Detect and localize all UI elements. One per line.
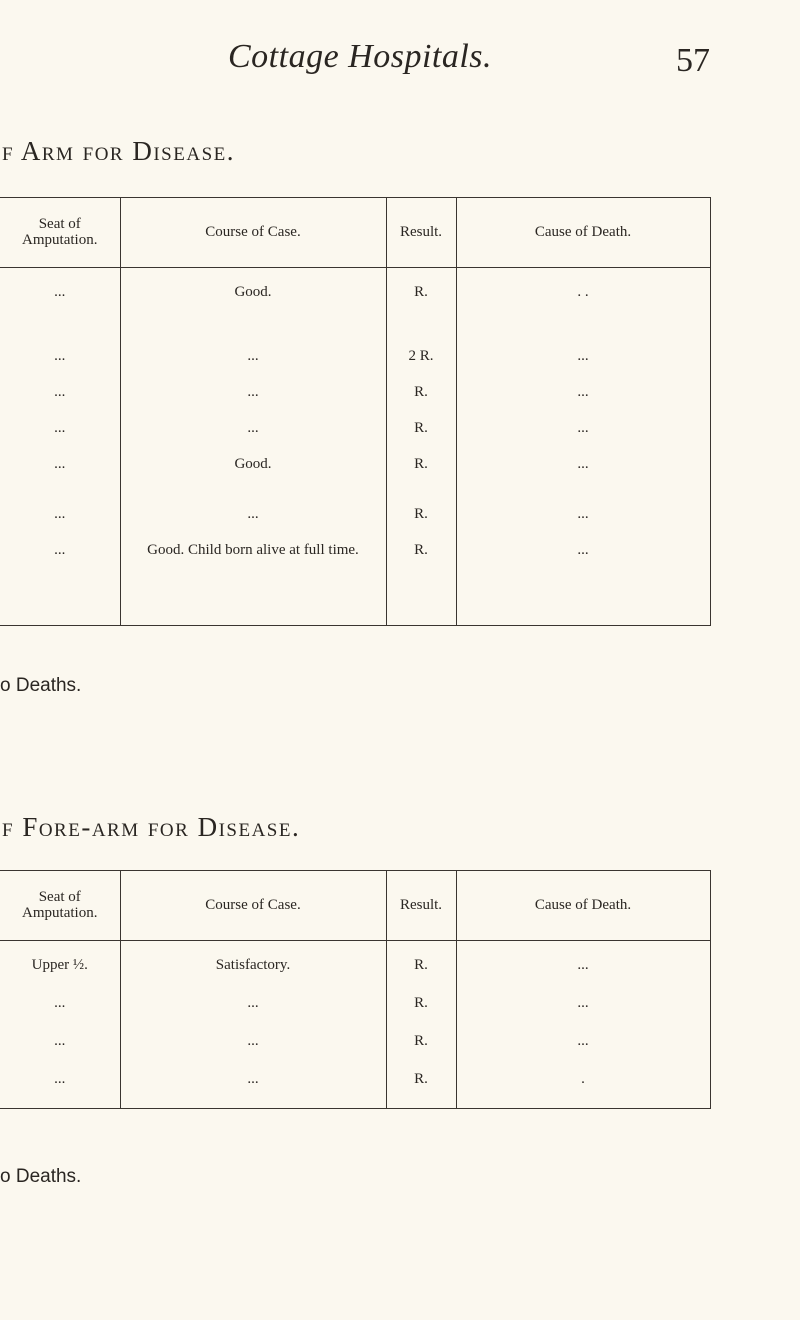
column-header-result: Result. — [386, 198, 456, 268]
cell-course: Satisfactory. — [120, 941, 386, 995]
cell-result: R. — [386, 506, 456, 542]
forearm-section-heading: f Fore-arm for Disease. — [2, 812, 301, 842]
cell-result: R. — [386, 995, 456, 1033]
cell-result: R. — [386, 941, 456, 995]
table-row — [0, 506, 710, 542]
cell-result: R. — [386, 384, 456, 420]
cell-course: ... — [120, 420, 386, 456]
column-header-cause: Cause of Death. — [456, 198, 710, 268]
cell-seat: ... — [54, 383, 66, 400]
cell-course: ... — [120, 384, 386, 420]
cell-result: 2 R. — [386, 348, 456, 384]
cell-seat: ... — [54, 347, 66, 364]
column-header-seat: Seat of Amputation. — [0, 871, 120, 941]
table-row — [0, 420, 710, 456]
table-row — [0, 456, 710, 506]
running-title: Cottage Hospitals. — [228, 38, 493, 75]
cell-seat: ... — [54, 505, 66, 522]
cell-cause: ... — [456, 348, 710, 384]
cell-seat: ... — [54, 1032, 66, 1049]
cell-cause: ... — [456, 995, 710, 1033]
table-row — [0, 348, 710, 384]
cell-seat: ... — [54, 994, 66, 1011]
cell-cause: ... — [456, 456, 710, 506]
cell-result: R. — [386, 456, 456, 506]
table-row — [0, 542, 710, 626]
arm-amputation-table — [0, 197, 711, 626]
cell-cause: ... — [456, 542, 710, 626]
cell-cause: ... — [456, 941, 710, 995]
cell-course: Good. — [120, 268, 386, 348]
table-header-row — [0, 198, 710, 268]
forearm-deaths-summary: o Deaths. — [0, 1166, 82, 1187]
cell-seat: Upper ½. — [31, 957, 88, 973]
cell-result: R. — [386, 1033, 456, 1071]
cell-course: ... — [120, 1071, 386, 1109]
cell-cause: . — [456, 1071, 710, 1109]
table-row — [0, 995, 710, 1033]
forearm-amputation-table — [0, 870, 711, 1109]
cell-seat: ... — [54, 455, 66, 472]
cell-cause: . . — [456, 268, 710, 348]
column-header-cause: Cause of Death. — [456, 871, 710, 941]
column-header-course: Course of Case. — [120, 871, 386, 941]
cell-course: ... — [120, 506, 386, 542]
cell-cause: ... — [456, 506, 710, 542]
column-header-result: Result. — [386, 871, 456, 941]
page-number: 57 — [676, 42, 710, 79]
cell-result: R. — [386, 268, 456, 348]
cell-course: ... — [120, 1033, 386, 1071]
cell-course: Good. — [120, 456, 386, 506]
cell-seat: ... — [0, 1071, 120, 1109]
cell-seat: ... — [0, 542, 120, 626]
arm-deaths-summary: o Deaths. — [0, 675, 82, 696]
cell-course: ... — [120, 995, 386, 1033]
table-row — [0, 384, 710, 420]
cell-result: R. — [386, 420, 456, 456]
table-row — [0, 268, 710, 348]
column-header-course: Course of Case. — [120, 198, 386, 268]
table-header-row — [0, 871, 710, 941]
page-header — [0, 38, 800, 88]
table-row — [0, 941, 710, 995]
cell-course: ... — [120, 348, 386, 384]
cell-result: R. — [386, 1071, 456, 1109]
cell-seat: ... — [54, 284, 66, 300]
cell-course: Good. Child born alive at full time. — [120, 542, 386, 626]
cell-seat: ... — [54, 419, 66, 436]
cell-cause: ... — [456, 1033, 710, 1071]
table-row — [0, 1071, 710, 1109]
table-row — [0, 1033, 710, 1071]
column-header-seat: Seat of Amputation. — [0, 198, 120, 268]
cell-cause: ... — [456, 420, 710, 456]
cell-result: R. — [386, 542, 456, 626]
arm-section-heading: f Arm for Disease. — [2, 136, 235, 166]
cell-cause: ... — [456, 384, 710, 420]
